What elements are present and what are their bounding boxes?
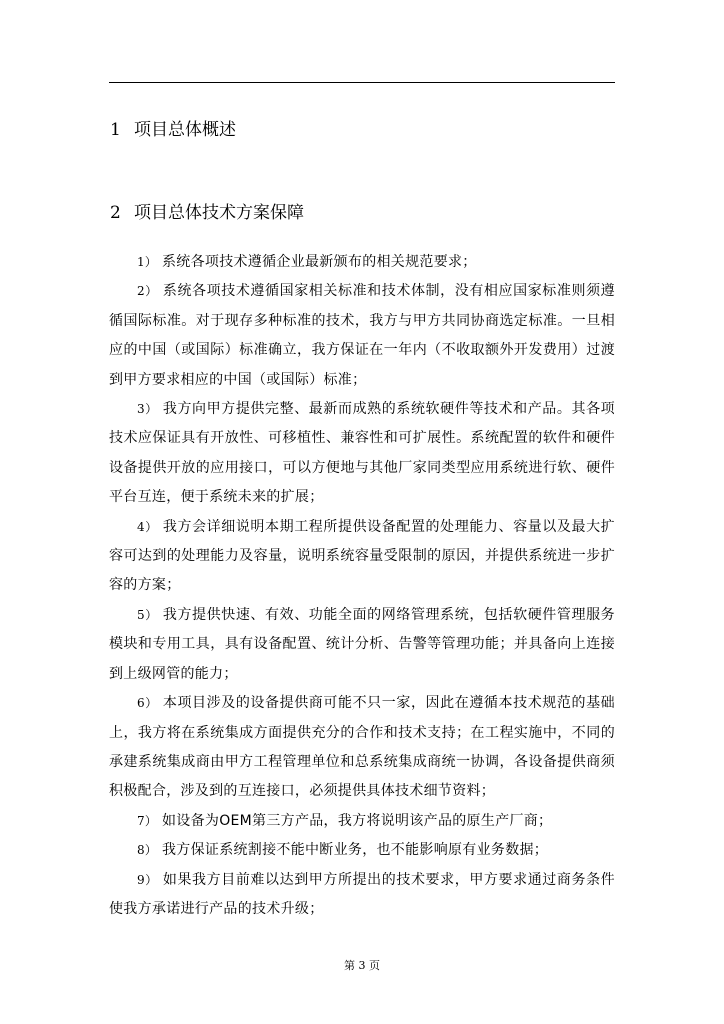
list-item: [109, 689, 615, 807]
list-item: [109, 248, 615, 277]
item-text: 如果我方目前难以达到甲方所提出的技术要求，甲方要求通过商务条件使我方承诺进行产品的技术升级；: [109, 871, 615, 917]
list-item: [109, 836, 615, 865]
item-text: 系统各项技术遵循企业最新颁布的相关规范要求；: [157, 254, 477, 270]
item-text: 我方向甲方提供完整、最新而成熟的系统软硬件等技术和产品。其各项技术应保证具有开放性、可移植性、兼容性和可扩展性。系统配置的软件和硬件设备提供开放的应用接口，可以方便地与其他厂家同类型应用系统进行软、硬件平台互连，便于系统未来的扩展；: [109, 401, 615, 506]
section-title: 项目总体技术方案保障: [134, 203, 304, 223]
section-title: 项目总体概述: [134, 120, 236, 140]
item-number: 7）: [137, 813, 158, 828]
item-text: 如设备为OEM第三方产品，我方将说明该产品的原生产厂商；: [157, 812, 553, 829]
item-number: 9）: [137, 872, 158, 887]
section-heading-1: [110, 120, 236, 140]
item-text: 本项目涉及的设备提供商可能不只一家，因此在遵循本技术规范的基础上，我方将在系统集成方面提供充分的合作和技术支持；在工程实施中，不同的承建系统集成商由甲方工程管理单位和总系统集成商统一协调，各设备提供商须积极配合，涉及到的互连接口，必须提供具体技术细节资料；: [109, 695, 615, 800]
item-number: 2）: [137, 284, 158, 299]
list-item: [109, 866, 615, 925]
body-text: [109, 248, 615, 924]
header-rule: [109, 82, 615, 83]
list-item: [109, 395, 615, 513]
section-number: 2: [110, 203, 121, 223]
item-text: 我方提供快速、有效、功能全面的网络管理系统，包括软硬件管理服务模块和专用工具，具有设备配置、统计分析、告警等管理功能；并具备向上连接到上级网管的能力；: [109, 606, 615, 682]
item-text: 系统各项技术遵循国家相关标准和技术体制，没有相应国家标准则须遵循国际标准。对于现存多种标准的技术，我方与甲方共同协商选定标准。一旦相应的中国（或国际）标准确立，我方保证在一年内（不收取额外开发费用）过渡到甲方要求相应的中国（或国际）标准；: [109, 283, 615, 388]
item-number: 6）: [137, 696, 158, 711]
item-number: 4）: [137, 519, 158, 534]
section-number: 1: [110, 120, 121, 140]
item-text: 我方会详细说明本期工程所提供设备配置的处理能力、容量以及最大扩容可达到的处理能力及容量，说明系统容量受限制的原因，并提供系统进一步扩容的方案；: [109, 518, 615, 594]
item-number: 8）: [137, 843, 158, 858]
item-number: 3）: [137, 402, 158, 417]
list-item: [109, 513, 615, 601]
list-item: [109, 807, 615, 836]
section-heading-2: [110, 203, 304, 223]
item-number: 1）: [137, 255, 158, 269]
page-footer: 第 3 页: [344, 959, 380, 972]
list-item: [109, 277, 615, 395]
item-number: 5）: [137, 607, 158, 622]
item-text: 我方保证系统割接不能中断业务，也不能影响原有业务数据；: [157, 842, 549, 859]
list-item: [109, 601, 615, 689]
